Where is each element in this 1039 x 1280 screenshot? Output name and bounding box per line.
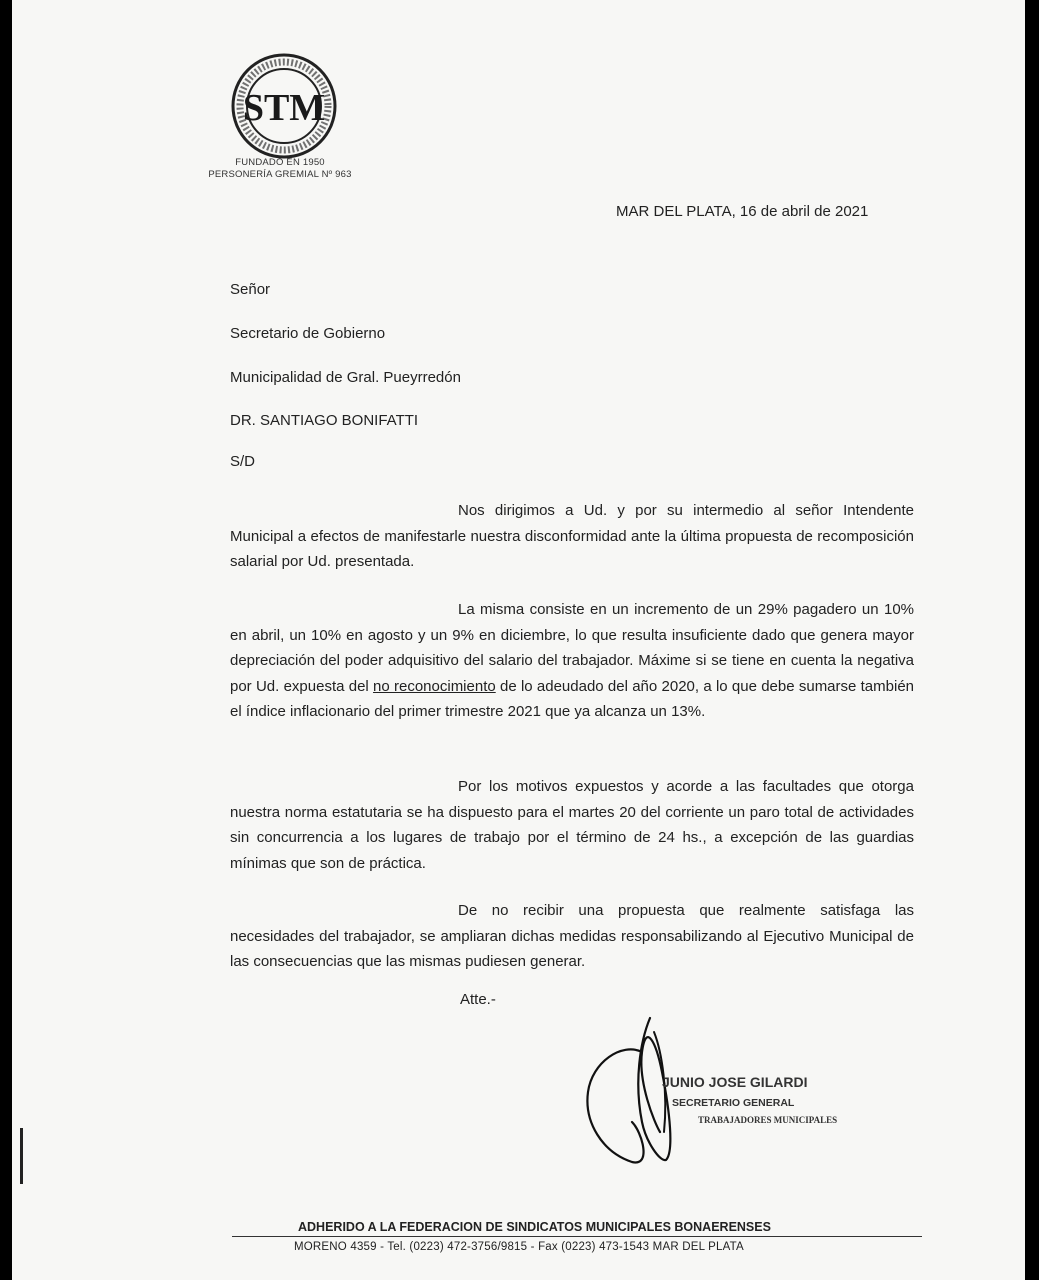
recipient-name: DR. SANTIAGO BONIFATTI: [230, 412, 419, 429]
scan-edge-mark: [20, 1128, 23, 1184]
footer-federation: ADHERIDO A LA FEDERACION DE SINDICATOS MUNICIPALES BONAERENSES: [298, 1220, 771, 1234]
closing: Atte.-: [460, 991, 496, 1008]
body-paragraph-4: De no recibir una propuesta que realmente satisfaga las necesidades del trabajador, se ampliaran dichas medidas responsabilizando al Ejecutivo Municipal de las consecuencias que las mismas pudiesen generar.: [230, 902, 914, 970]
recipient-sd: S/D: [230, 453, 256, 470]
letter-page: [12, 0, 1025, 1280]
footer-contact: MORENO 4359 - Tel. (0223) 472-3756/9815 - Fax (0223) 473-1543 MAR DEL PLATA: [294, 1241, 744, 1253]
p2-text-after: de lo adeudado del año 2020, a lo que debe sumarse también el índice inflacionario del primer trimestre 2021 que ya alcanza un 13%.: [230, 677, 915, 720]
recipient-salutation: Señor: [230, 281, 271, 298]
p2-underlined-text: no reconocimiento: [373, 677, 496, 695]
footer-divider: [232, 1236, 922, 1237]
signatory-org: TRABAJADORES MUNICIPALES: [698, 1115, 838, 1125]
signatory-name: JUNIO JOSE GILARDI: [662, 1074, 808, 1090]
signatory-title: SECRETARIO GENERAL: [672, 1097, 795, 1109]
logo-text: STM: [242, 87, 326, 129]
personeria-text: PERSONERÍA GREMIAL Nº 963: [208, 169, 352, 180]
recipient-entity: Municipalidad de Gral. Pueyrredón: [230, 369, 461, 386]
handwritten-signature: [582, 1012, 702, 1172]
stm-logo: [230, 52, 338, 160]
recipient-title: Secretario de Gobierno: [230, 325, 386, 342]
letterhead-info: [192, 157, 368, 181]
body-paragraph-2: [230, 597, 914, 725]
founded-text: FUNDADO EN 1950: [235, 157, 325, 168]
date-line: MAR DEL PLATA, 16 de abril de 2021: [616, 203, 869, 220]
body-paragraph-3: Por los motivos expuestos y acorde a las facultades que otorga nuestra norma estatutaria se ha dispuesto para el martes 20 del corriente un paro total de actividades sin concurrencia a los lugares de trabajo por el término de 24 hs., a excepción de las guardias mínimas que son de práctica.: [230, 778, 914, 872]
body-paragraph-1: Nos dirigimos a Ud. y por su intermedio al señor Intendente Municipal a efectos de manifestarle nuestra disconformidad ante la última propuesta de recomposición salarial por Ud. presentada.: [230, 502, 914, 570]
p2-text-before: La misma consiste en un incremento de un 29% pagadero un 10% en abril, un 10% en agosto y un 9% en diciembre, lo que resulta insuficiente dado que genera mayor depreciación del poder adquisitivo del salario del trabajador. Máxime si se tiene en cuenta la negativa por Ud. expuesta del: [230, 601, 914, 695]
